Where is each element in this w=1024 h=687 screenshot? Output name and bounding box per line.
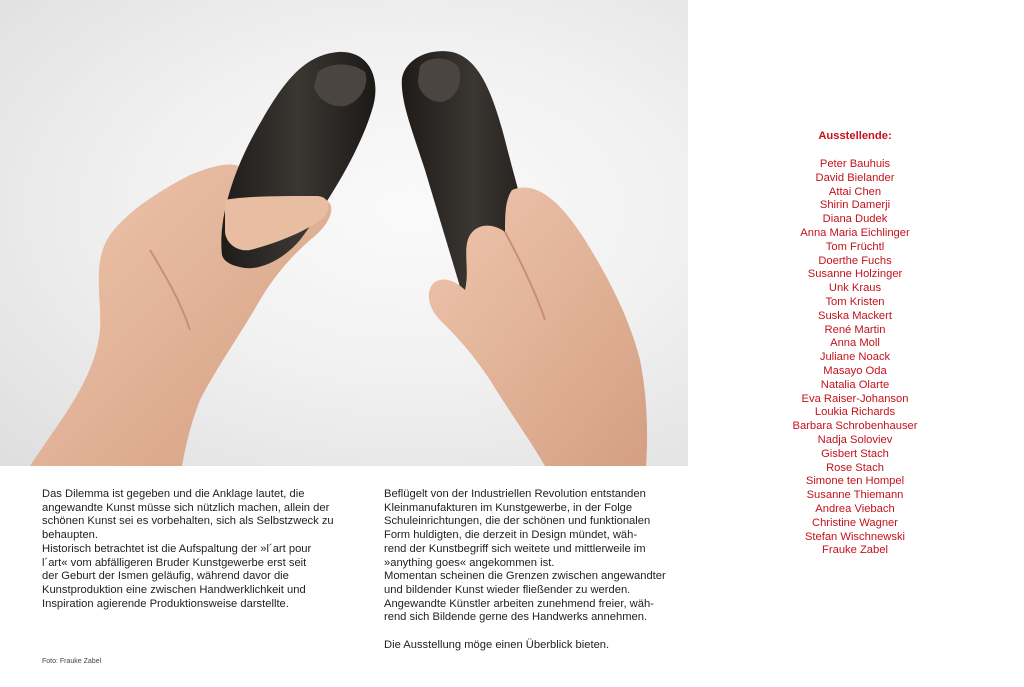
artist-name: Susanne Thiemann [806, 489, 904, 502]
artist-name: Juliane Noack [819, 351, 891, 364]
artists-list-section [780, 129, 930, 558]
artist-name: Anna Moll [830, 337, 880, 350]
artist-name: Tom Früchtl [825, 240, 885, 253]
artist-name: Masayo Oda [823, 364, 887, 377]
artist-name: Natalia Olarte [820, 378, 890, 391]
artist-name: Suska Mackert [818, 309, 892, 322]
artist-name: Andrea Viebach [815, 502, 895, 515]
intro-paragraph-2: Historisch betrachtet ist die Aufspaltung der »l´art pour l´art« vom abfälligeren Bruder Kunstgewerbe erst seit der Geburt der Ismen geläufig, während davor die Kunstproduktion eine zwischen Handwerklichkeit und Inspiration agierende Produktionsweise darstellte. [42, 542, 312, 610]
artist-name: Peter Bauhuis [819, 158, 891, 170]
artist-name: Loukia Richards [814, 406, 896, 419]
artist-name: Stefan Wischnewski [804, 530, 906, 543]
history-paragraph-3: Die Ausstellung möge einen Überblick bieten. [384, 638, 610, 651]
artist-name: Unk Kraus [828, 282, 882, 295]
artist-name: Eva Raiser-Johanson [801, 392, 909, 405]
history-paragraph-1: Beflügelt von der Industriellen Revolution entstanden Kleinmanufakturen im Kunstgewerbe, in der Folge Schuleinrichtungen, die der schönen und funktionalen Form huldigten, die derzeit in Design mündet, wäh- rend der Kunstbegriff sich weitete und mittlerweile im »anything goes« angekommen ist. [384, 488, 651, 569]
intro-text-column [42, 488, 342, 611]
artist-name: Tom Kristen [825, 295, 885, 308]
artist-name: Attai Chen [828, 185, 882, 198]
artist-name: René Martin [824, 323, 886, 336]
artist-name: Gisbert Stach [821, 447, 889, 460]
history-text-column [384, 488, 684, 652]
artist-name: Barbara Schrobenhauser [792, 420, 918, 433]
artist-name: Shirin Damerji [819, 199, 891, 212]
artist-name: Doerthe Fuchs [818, 254, 892, 267]
artist-name: Anna Maria Eichlinger [800, 226, 910, 239]
artist-name: Christine Wagner [811, 516, 898, 529]
artist-name: Diana Dudek [822, 213, 888, 226]
artist-name: Simone ten Hompel [805, 475, 905, 488]
artists-list [780, 158, 930, 558]
photo-credit: Foto: Frauke Zabel [42, 658, 102, 665]
artist-name: Frauke Zabel [822, 544, 888, 557]
history-paragraph-2: Momentan scheinen die Grenzen zwischen angewandter und bildender Kunst wieder fließender zu werden. Angewandte Künstler arbeiten zunehmend freier, wäh- rend sich Bildende gerne des Handwerks annehmen. [384, 570, 666, 624]
intro-paragraph-1: Das Dilemma ist gegeben und die Anklage lautet, die angewandte Kunst müsse sich nützlich machen, allein der schönen Kunst sei es vorbehalten, sich als Selbstzweck zu behaupten. [42, 488, 334, 542]
artist-name: Susanne Holzinger [807, 268, 903, 281]
artists-heading: Ausstellende: [818, 130, 892, 142]
artist-name: David Bielander [815, 171, 895, 184]
artist-name: Nadja Soloviev [817, 433, 893, 446]
history-spacer [384, 625, 684, 639]
exhibition-photo [0, 0, 688, 466]
artist-name: Rose Stach [826, 461, 884, 474]
hands-holding-stone-fingers-illustration [0, 0, 688, 466]
